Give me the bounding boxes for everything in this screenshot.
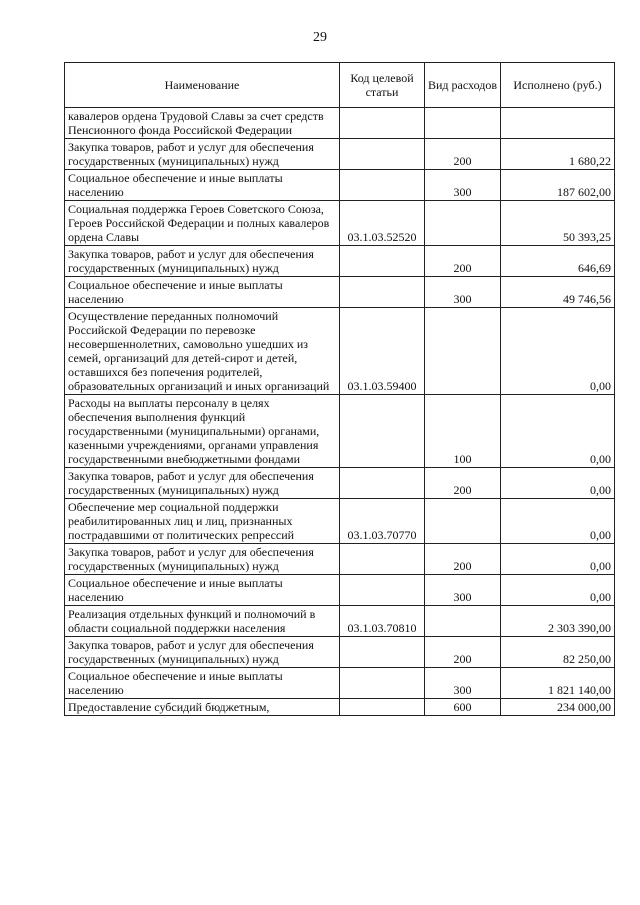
row-name: Социальная поддержка Героев Советского Союза, Героев Российской Федерации и полных кавалеров ордена Славы (65, 201, 340, 246)
row-code: 03.1.03.70810 (340, 606, 425, 637)
row-code (340, 575, 425, 606)
row-vid: 200 (425, 139, 501, 170)
row-vid (425, 606, 501, 637)
table-row (65, 544, 615, 575)
row-vid: 300 (425, 668, 501, 699)
budget-execution-table (64, 62, 615, 716)
row-amount: 0,00 (501, 395, 615, 468)
row-vid: 300 (425, 277, 501, 308)
table-row (65, 699, 615, 716)
row-amount: 82 250,00 (501, 637, 615, 668)
table-row (65, 139, 615, 170)
row-amount: 0,00 (501, 575, 615, 606)
row-amount: 646,69 (501, 246, 615, 277)
row-name: Предоставление субсидий бюджетным, (65, 699, 340, 716)
row-code: 03.1.03.52520 (340, 201, 425, 246)
row-amount: 1 821 140,00 (501, 668, 615, 699)
row-vid: 200 (425, 544, 501, 575)
table-row (65, 668, 615, 699)
row-vid (425, 108, 501, 139)
row-amount: 2 303 390,00 (501, 606, 615, 637)
table-row (65, 246, 615, 277)
row-amount (501, 108, 615, 139)
table-row (65, 395, 615, 468)
row-name: Осуществление переданных полномочий Российской Федерации по перевозке несовершеннолетних, самовольно ушедших из семей, организаций для детей-сирот и детей, оставшихся без попечения родителей, образовательных организаций и иных организаций (65, 308, 340, 395)
row-vid: 600 (425, 699, 501, 716)
header-executed: Исполнено (руб.) (501, 63, 615, 108)
row-vid: 200 (425, 246, 501, 277)
header-code: Код целевой статьи (340, 63, 425, 108)
table-row (65, 637, 615, 668)
header-row (65, 63, 615, 108)
row-vid: 300 (425, 170, 501, 201)
row-name: Обеспечение мер социальной поддержки реабилитированных лиц и лиц, признанных пострадавшими от политических репрессий (65, 499, 340, 544)
row-name: Закупка товаров, работ и услуг для обеспечения государственных (муниципальных) нужд (65, 246, 340, 277)
row-name: Социальное обеспечение и иные выплаты населению (65, 668, 340, 699)
table-row (65, 575, 615, 606)
row-name: Реализация отдельных функций и полномочий в области социальной поддержки населения (65, 606, 340, 637)
table-body (65, 108, 615, 716)
row-amount: 234 000,00 (501, 699, 615, 716)
table-row (65, 277, 615, 308)
row-amount: 50 393,25 (501, 201, 615, 246)
row-vid: 300 (425, 575, 501, 606)
row-amount: 0,00 (501, 544, 615, 575)
row-name: Социальное обеспечение и иные выплаты населению (65, 277, 340, 308)
row-amount: 0,00 (501, 308, 615, 395)
row-code (340, 395, 425, 468)
table-row (65, 308, 615, 395)
row-amount: 49 746,56 (501, 277, 615, 308)
page-number: 29 (313, 30, 327, 45)
row-code (340, 637, 425, 668)
row-vid (425, 499, 501, 544)
row-code (340, 139, 425, 170)
row-name: Закупка товаров, работ и услуг для обеспечения государственных (муниципальных) нужд (65, 139, 340, 170)
row-amount: 187 602,00 (501, 170, 615, 201)
table-row (65, 499, 615, 544)
row-vid: 200 (425, 637, 501, 668)
row-code (340, 699, 425, 716)
row-vid: 100 (425, 395, 501, 468)
row-code (340, 170, 425, 201)
row-code (340, 277, 425, 308)
header-name: Наименование (65, 63, 340, 108)
row-vid (425, 308, 501, 395)
row-code (340, 468, 425, 499)
header-vid: Вид расходов (425, 63, 501, 108)
row-name: кавалеров ордена Трудовой Славы за счет средств Пенсионного фонда Российской Федерации (65, 108, 340, 139)
row-name: Закупка товаров, работ и услуг для обеспечения государственных (муниципальных) нужд (65, 544, 340, 575)
row-name: Социальное обеспечение и иные выплаты населению (65, 170, 340, 201)
row-name: Закупка товаров, работ и услуг для обеспечения государственных (муниципальных) нужд (65, 468, 340, 499)
row-code (340, 108, 425, 139)
table-row (65, 201, 615, 246)
row-name: Закупка товаров, работ и услуг для обеспечения государственных (муниципальных) нужд (65, 637, 340, 668)
table-row (65, 108, 615, 139)
row-vid (425, 201, 501, 246)
row-vid: 200 (425, 468, 501, 499)
row-amount: 1 680,22 (501, 139, 615, 170)
row-code: 03.1.03.59400 (340, 308, 425, 395)
row-name: Расходы на выплаты персоналу в целях обеспечения выполнения функций государственными (муниципальными) органами, казенными учреждениями, органами управления государственными внебюджетными фондами (65, 395, 340, 468)
row-code (340, 246, 425, 277)
row-name: Социальное обеспечение и иные выплаты населению (65, 575, 340, 606)
table-row (65, 468, 615, 499)
table-row (65, 606, 615, 637)
row-code (340, 544, 425, 575)
row-code: 03.1.03.70770 (340, 499, 425, 544)
table-header (65, 63, 615, 108)
row-amount: 0,00 (501, 468, 615, 499)
row-amount: 0,00 (501, 499, 615, 544)
row-code (340, 668, 425, 699)
table-row (65, 170, 615, 201)
